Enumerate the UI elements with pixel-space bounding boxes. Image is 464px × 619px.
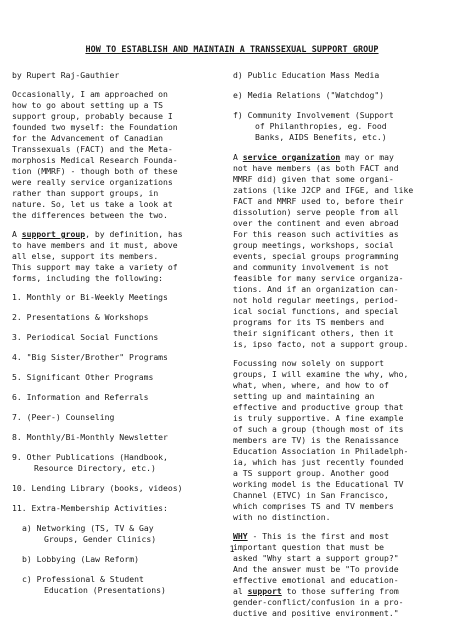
list-item: e) Media Relations ("Watchdog") <box>233 90 385 100</box>
list-item: 7. (Peer-) Counseling <box>12 412 115 422</box>
intro-paragraph: Occasionally, I am approached on how to go about setting up a TS support group, probably because I founded two myself: the Foundation for the Advancement of Canadian Transsexuals (FACT) and the Meta- morphosis Medical Research Founda- tion (MMRF) - though both of these were really service organizations rather than support groups, in nature. So, let us take a look at the differences between the two. <box>12 89 178 220</box>
service-organization-paragraph: A service organization may or may not have members (as both FACT and MMRF did) given that some organi- zations (like J2CP and IFGE, and like FACT and MMRF used to, before their dissolution) serve people from all over the continent and even abroad For this reason such activities as group meetings, workshops, social events, special groups programming and community involvement is not feasible for many service organiza- tions. And if an organization can- not hold regular meetings, period- ical social functions, and special programs for its TS members and their significant others, then it is, ipso facto, not a support group. <box>233 152 414 349</box>
list-item: d) Public Education Mass Media <box>233 70 380 80</box>
sub-list-item: b) Lobbying (Law Reform) <box>22 554 139 564</box>
why-heading: WHY <box>233 531 248 541</box>
article-title: HOW TO ESTABLISH AND MAINTAIN A TRANSSEXUAL SUPPORT GROUP <box>85 44 379 54</box>
list-item: 11. Extra-Membership Activities: <box>12 503 168 513</box>
list-item: 2. Presentations & Workshops <box>12 312 149 322</box>
list-item: 6. Information and Referrals <box>12 392 149 402</box>
list-item: 10. Lending Library (books, videos) <box>12 483 183 493</box>
list-item: 3. Periodical Social Functions <box>12 332 159 342</box>
list-item: 8. Monthly/Bi-Monthly Newsletter <box>12 432 168 442</box>
why-paragraph: WHY - This is the first and most important question that must be asked "Why start a support group?" And the answer must be "To provide effective emotional and education- al support to those suffering from gender-conflict/confusion in a pro- ductive and positive environment." <box>233 531 404 618</box>
author-byline: by Rupert Raj-Gauthier <box>12 70 120 80</box>
list-item: 1. Monthly or Bi-Weekly Meetings <box>12 292 168 302</box>
support-term: support <box>247 586 282 596</box>
list-item: 9. Other Publications (Handbook, Resource Directory, etc.) <box>12 452 168 473</box>
sub-list-item: a) Networking (TS, TV & Gay Groups, Gender Clinics) <box>22 523 157 544</box>
support-group-paragraph: A support group, by definition, has to have members and it must, above all else, support its members. This support may take a variety of forms, including the following: <box>12 229 183 283</box>
support-group-term: support group <box>21 229 86 239</box>
page-number: 1 <box>229 545 235 555</box>
list-item: 4. "Big Sister/Brother" Programs <box>12 352 168 362</box>
left-column <box>12 70 234 605</box>
list-item: f) Community Involvement (Support of Philanthropies, eg. Food Banks, AIDS Benefits, etc.) <box>233 110 394 142</box>
sub-list-item: c) Professional & Student Education (Presentations) <box>22 574 166 595</box>
service-organization-term: service organization <box>242 152 341 162</box>
list-item: 5. Significant Other Programs <box>12 372 154 382</box>
focus-paragraph: Focussing now solely on support groups, I will examine the why, who, what, when, where, and how to of setting up and maintaining an effective and productive group that is truly supportive. A fine example of such a group (though most of its members are TV) is the Renaissance Education Association in Philadelph- ia, which has just recently founded a TS support group. Another good working model is the Educational TV Channel (ETVC) in San Francisco, which comprises TS and TV members with no distinction. <box>233 358 409 522</box>
right-column <box>233 70 455 619</box>
